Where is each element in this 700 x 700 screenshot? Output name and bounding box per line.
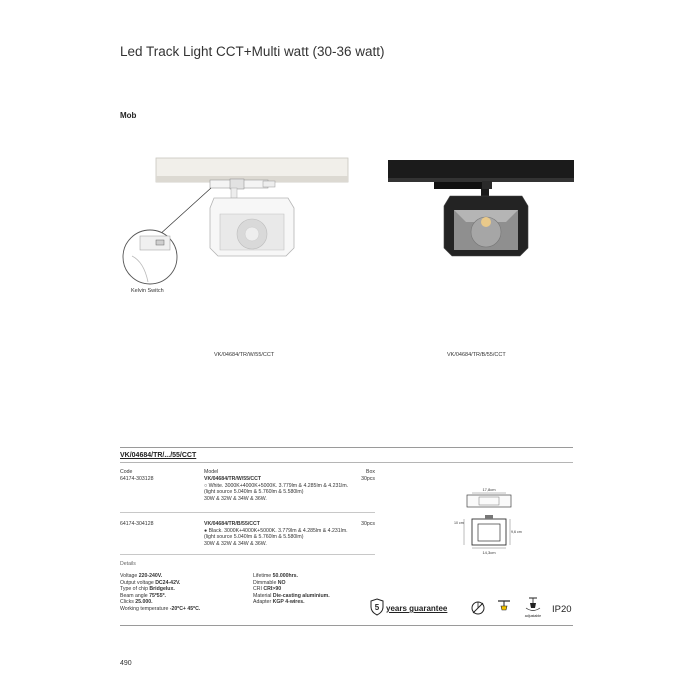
no-dimming-icon bbox=[470, 600, 486, 616]
column-model: Model bbox=[204, 469, 219, 475]
row-code: 64174-304128 bbox=[120, 521, 154, 527]
ip-rating: IP20 bbox=[552, 604, 572, 615]
spec-output-voltage: Output voltage DC24-42V. bbox=[120, 579, 181, 586]
row-model-name: VK/04684/TR/B/55/CCT bbox=[204, 521, 260, 527]
dimension-side-height: 10 cm bbox=[454, 521, 464, 525]
feature-icons bbox=[370, 596, 575, 620]
spec-material: Material Die-casting aluminium. bbox=[253, 592, 330, 599]
adjustable-label: adjustable bbox=[524, 614, 542, 618]
row-description-line: ○ White. 3000K+4000K+5000K. 3.779lm & 4.285lm & 4.231lm. bbox=[204, 482, 349, 489]
table-row bbox=[120, 476, 375, 521]
row-description-line: 30W & 32W & 34W & 36W. bbox=[204, 495, 267, 502]
section-title: Mob bbox=[120, 111, 137, 120]
dimension-top-width: 17,8cm bbox=[482, 487, 496, 492]
guarantee-number: 5 bbox=[374, 603, 380, 612]
table-header bbox=[120, 469, 375, 476]
column-code: Code bbox=[120, 469, 133, 475]
details-label: Details bbox=[120, 561, 136, 567]
row-description-line: (light source 5.040lm & 5.760lm & 5.580lm) bbox=[204, 489, 304, 496]
details-right-column bbox=[253, 573, 330, 606]
spec-dimmable: Dimmable NO bbox=[253, 579, 286, 586]
spec-clicks: Clicks 25.000. bbox=[120, 599, 153, 605]
black-track-light-image bbox=[386, 150, 576, 265]
details-left-column bbox=[120, 573, 200, 612]
spec-voltage: Voltage 220-240V. bbox=[120, 573, 163, 579]
white-track-light-image bbox=[118, 150, 353, 310]
spec-chip: Type of chip Bridgelux. bbox=[120, 586, 175, 592]
guarantee-shield-icon bbox=[370, 598, 384, 616]
row-box: 30pcs bbox=[361, 521, 375, 527]
dimension-drawing bbox=[452, 484, 522, 556]
dimension-bottom-width: 14,3cm bbox=[482, 550, 496, 555]
spec-lifetime: Lifetime 50.000hrs. bbox=[253, 573, 298, 579]
adjustable-icon bbox=[520, 596, 546, 620]
top-divider bbox=[120, 447, 573, 448]
spec-cri: CRI CRI>90 bbox=[253, 586, 282, 592]
table-row bbox=[120, 521, 375, 566]
black-model-caption: VK/04684/TR/B/55/CCT bbox=[447, 352, 506, 358]
kelvin-switch-label: Kelvin Switch bbox=[131, 288, 164, 294]
product-table bbox=[120, 469, 375, 566]
spec-adapter: Adapter KGP 4-wires. bbox=[253, 599, 305, 605]
row-divider bbox=[120, 554, 375, 555]
bottom-divider bbox=[120, 625, 573, 626]
row-description-line: 30W & 32W & 34W & 36W. bbox=[204, 540, 267, 547]
spec-beam-angle: Beam angle 75º55º. bbox=[120, 592, 166, 599]
page-title: Led Track Light CCT+Multi watt (30-36 watt) bbox=[120, 44, 385, 59]
row-box: 30pcs bbox=[361, 476, 375, 482]
page-number: 490 bbox=[120, 660, 132, 667]
spotlight-icon bbox=[496, 598, 512, 618]
row-model bbox=[204, 521, 379, 547]
row-divider bbox=[120, 512, 375, 513]
dimension-right-height: 9,6 cm bbox=[511, 530, 522, 534]
model-family-heading: VK/04684/TR/.../55/CCT bbox=[120, 452, 197, 459]
row-description-line: ● Black. 3000K+4000K+5000K. 3.779lm & 4.285lm & 4.231lm. bbox=[204, 527, 348, 534]
row-model bbox=[204, 476, 379, 502]
heading-divider bbox=[120, 462, 573, 463]
column-box: Box bbox=[366, 469, 375, 475]
spec-working-temperature: Working temperature -20ºC+ 45ºC. bbox=[120, 605, 201, 612]
row-code: 64174-303128 bbox=[120, 476, 154, 482]
row-description-line: (light source 5.040lm & 5.760lm & 5.580lm) bbox=[204, 534, 304, 541]
row-model-name: VK/04684/TR/W/55/CCT bbox=[204, 476, 262, 482]
guarantee-text: years guarantee bbox=[386, 604, 448, 613]
white-model-caption: VK/04684/TR/W/55/CCT bbox=[214, 352, 275, 358]
